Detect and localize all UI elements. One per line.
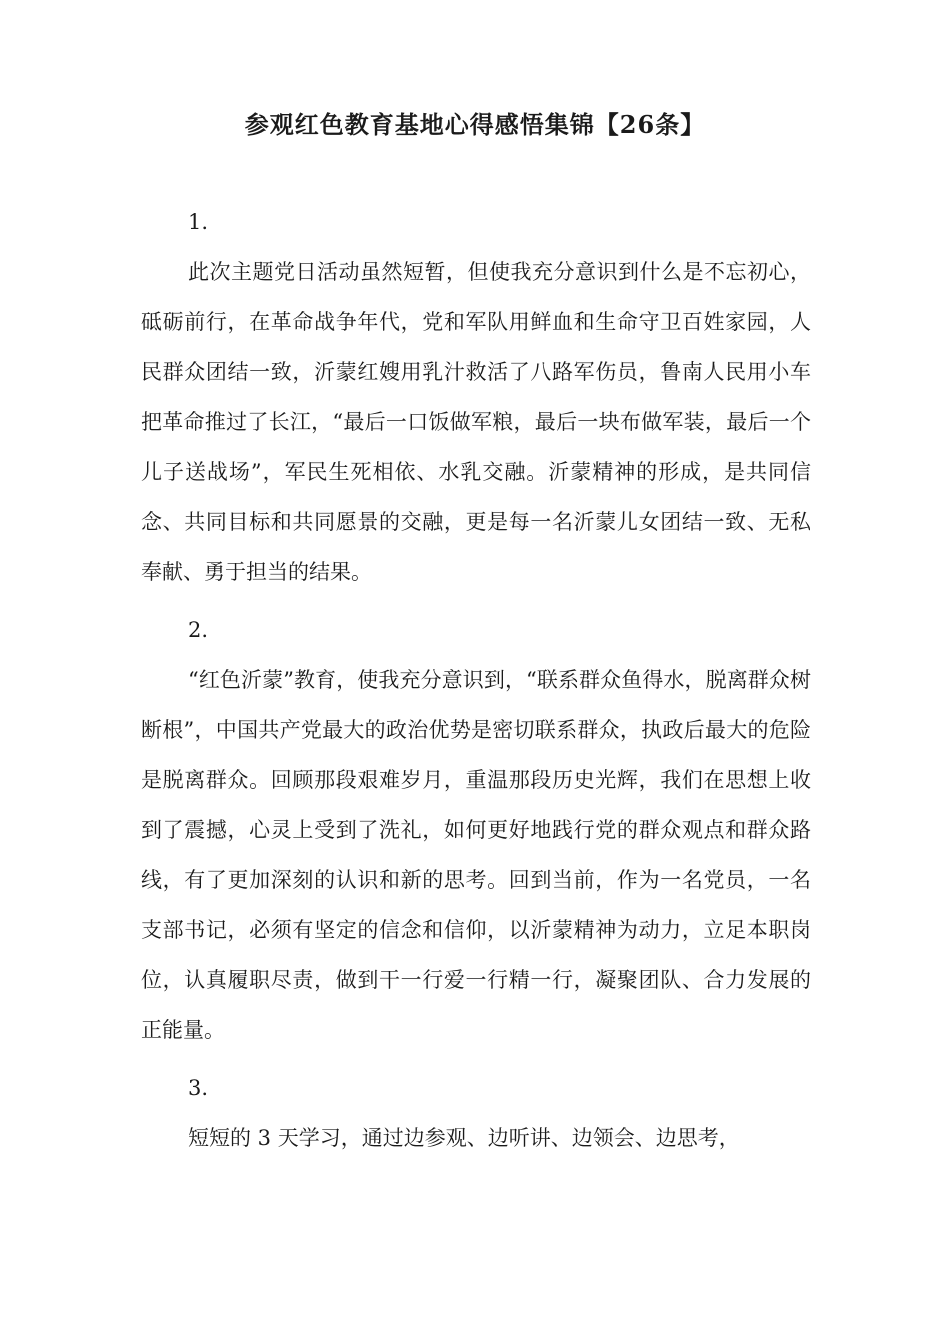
item-paragraph-3: 短短的 3 天学习，通过边参观、边听讲、边领会、边思考，: [188, 1126, 740, 1150]
document-body: [141, 197, 811, 1171]
item-number-2: 2.: [188, 618, 209, 642]
item-number-3: 3.: [188, 1076, 209, 1100]
document-title: 参观红色教育基地心得感悟集锦【26条】: [244, 110, 706, 139]
item-number-1: 1.: [188, 210, 209, 234]
item-paragraph-2: “红色沂蒙”教育，使我充分意识到，“联系群众鱼得水，脱离群众树断根”，中国共产党最大的政治优势是密切联系群众，执政后最大的危险是脱离群众。回顾那段艰难岁月，重温那段历史光辉，我们在思想上收到了震撼，心灵上受到了洗礼，如何更好地践行党的群众观点和群众路线，有了更加深刻的认识和新的思考。回到当前，作为一名党员，一名支部书记，必须有坚定的信念和信仰，以沂蒙精神为动力，立足本职岗位，认真履职尽责，做到干一行爱一行精一行，凝聚团队、合力发展的正能量。: [141, 668, 811, 1042]
item-paragraph-1: 此次主题党日活动虽然短暂，但使我充分意识到什么是不忘初心，砥砺前行，在革命战争年代，党和军队用鲜血和生命守卫百姓家园，人民群众团结一致，沂蒙红嫂用乳汁救活了八路军伤员，鲁南人民用小车把革命推过了长江，“最后一口饭做军粮，最后一块布做军装，最后一个儿子送战场”，军民生死相依、水乳交融。沂蒙精神的形成，是共同信念、共同目标和共同愿景的交融，更是每一名沂蒙儿女团结一致、无私奉献、勇于担当的结果。: [141, 260, 811, 584]
